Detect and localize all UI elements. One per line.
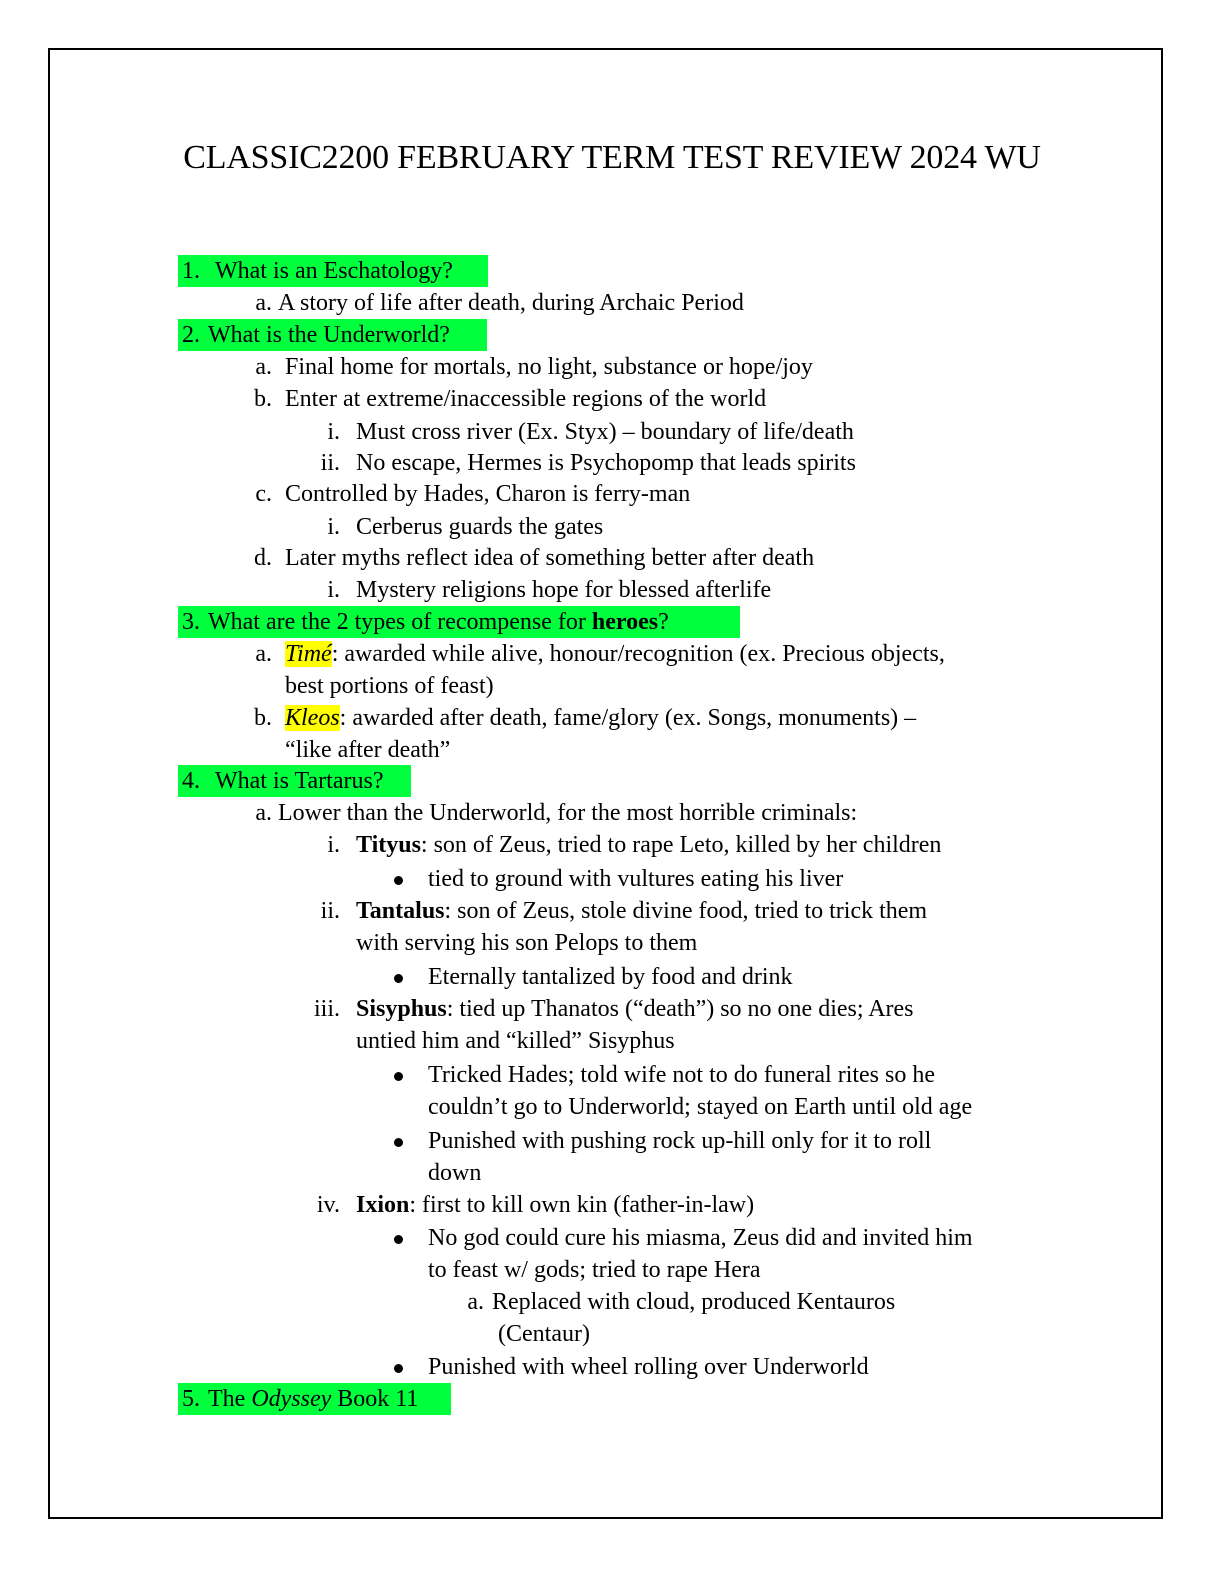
answer-4a-iii-bullet-2-cont: down xyxy=(428,1160,482,1186)
answer-4a-iii-cont: untied him and “killed” Sisyphus xyxy=(356,1028,675,1054)
item-text: : first to kill own kin (father-in-law) xyxy=(409,1192,755,1218)
question-1 xyxy=(178,255,488,287)
question-5 xyxy=(178,1383,451,1415)
criminal-name: Sisyphus xyxy=(356,996,447,1022)
item-label: ii. xyxy=(320,450,340,476)
item-text: Must cross river (Ex. Styx) – boundary of life/death xyxy=(356,419,854,445)
bullet-icon xyxy=(394,974,403,983)
document-title: CLASSIC2200 FEBRUARY TERM TEST REVIEW 2024 WU xyxy=(183,139,1041,176)
question-text: The xyxy=(208,1386,246,1412)
item-label: b. xyxy=(254,705,272,731)
term-highlight: Kleos xyxy=(285,705,340,731)
question-text: What is an Eschatology? xyxy=(215,258,453,284)
item-text: Cerberus guards the gates xyxy=(356,514,604,540)
item-label: iii. xyxy=(313,996,340,1022)
item-text: Final home for mortals, no light, substance or hope/joy xyxy=(285,354,813,380)
item-text: : son of Zeus, stole divine food, tried to trick them xyxy=(444,898,928,924)
question-text-end: Book 11 xyxy=(337,1386,419,1412)
question-number: 3. xyxy=(182,609,200,635)
item-label: a. xyxy=(255,641,272,667)
item-text: Lower than the Underworld, for the most horrible criminals: xyxy=(278,800,858,826)
answer-4a-ii-bullet: Eternally tantalized by food and drink xyxy=(428,964,793,990)
item-text: : awarded while alive, honour/recognition (ex. Precious objects, xyxy=(331,641,945,667)
item-text: : awarded after death, fame/glory (ex. Songs, monuments) – xyxy=(339,705,917,731)
answer-3a-cont: best portions of feast) xyxy=(285,673,494,699)
criminal-name: Tityus xyxy=(356,832,421,858)
bullet-icon xyxy=(394,876,403,885)
question-text: What is Tartarus? xyxy=(215,768,384,794)
item-label: i. xyxy=(327,514,340,540)
answer-4a-iv-bullet-1-cont: to feast w/ gods; tried to rape Hera xyxy=(428,1257,761,1283)
question-number: 5. xyxy=(182,1386,200,1412)
question-text: What are the 2 types of recompense for xyxy=(208,609,586,635)
item-label: iv. xyxy=(316,1192,340,1218)
item-label: a. xyxy=(467,1289,484,1315)
question-number: 2. xyxy=(182,322,200,348)
question-emphasis: heroes xyxy=(591,609,659,635)
question-text: What is the Underworld? xyxy=(208,322,450,348)
item-label: b. xyxy=(254,386,272,412)
item-label: i. xyxy=(327,832,340,858)
item-text: Mystery religions hope for blessed afterlife xyxy=(356,577,772,603)
item-label: a. xyxy=(255,800,272,826)
question-2 xyxy=(178,319,487,351)
item-label: i. xyxy=(327,577,340,603)
answer-4a-ii-cont: with serving his son Pelops to them xyxy=(356,930,698,956)
bullet-icon xyxy=(394,1138,403,1147)
bullet-icon xyxy=(394,1072,403,1081)
question-4 xyxy=(178,765,411,797)
item-text: Enter at extreme/inaccessible regions of the world xyxy=(285,386,767,412)
answer-4a-i-bullet: tied to ground with vultures eating his liver xyxy=(428,866,844,892)
item-label: ii. xyxy=(320,898,340,924)
question-number: 1. xyxy=(182,258,200,284)
work-title: Odyssey xyxy=(251,1386,332,1412)
criminal-name: Tantalus xyxy=(356,898,445,924)
bullet-icon xyxy=(394,1235,403,1244)
term-highlight: Timé xyxy=(285,641,332,667)
answer-4a-iii-bullet-2: Punished with pushing rock up-hill only for it to roll xyxy=(428,1128,932,1154)
item-text: : son of Zeus, tried to rape Leto, killed by her children xyxy=(420,832,942,858)
item-text: Replaced with cloud, produced Kentauros xyxy=(492,1289,896,1315)
criminal-name: Ixion xyxy=(356,1192,410,1218)
item-text: Controlled by Hades, Charon is ferry-man xyxy=(285,481,691,507)
item-text: : tied up Thanatos (“death”) so no one dies; Ares xyxy=(446,996,914,1022)
question-mark: ? xyxy=(658,609,669,635)
answer-4a-iii-bullet-1-cont: couldn’t go to Underworld; stayed on Earth until old age xyxy=(428,1094,973,1120)
item-label: a. xyxy=(255,354,272,380)
item-text: No escape, Hermes is Psychopomp that leads spirits xyxy=(356,450,856,476)
item-text: A story of life after death, during Archaic Period xyxy=(278,290,744,316)
answer-4a-iv-bullet-2: Punished with wheel rolling over Underworld xyxy=(428,1354,869,1380)
answer-3b-cont: “like after death” xyxy=(285,737,451,763)
answer-4a-iv-bullet-1-a-cont: (Centaur) xyxy=(498,1321,590,1347)
item-label: a. xyxy=(255,290,272,316)
answer-4a-iv-bullet-1: No god could cure his miasma, Zeus did and invited him xyxy=(428,1225,973,1251)
item-label: c. xyxy=(255,481,272,507)
item-text: Later myths reflect idea of something better after death xyxy=(285,545,815,571)
question-number: 4. xyxy=(182,768,200,794)
answer-4a-iii-bullet-1: Tricked Hades; told wife not to do funeral rites so he xyxy=(428,1062,936,1088)
item-label: i. xyxy=(327,419,340,445)
item-label: d. xyxy=(254,545,272,571)
question-3 xyxy=(178,606,740,638)
bullet-icon xyxy=(394,1364,403,1373)
